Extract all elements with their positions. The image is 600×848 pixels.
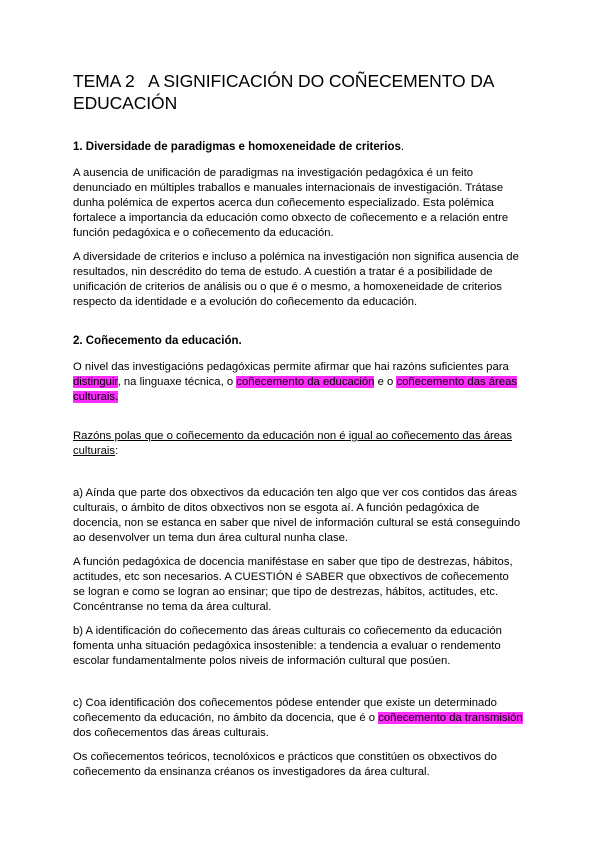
reasons-heading-text: Razóns polas que o coñecemento da educación non é igual ao coñecemento das áreas culturais	[73, 430, 513, 457]
reason-c-text-b: dos coñecementos das áreas culturais.	[73, 727, 269, 739]
intro-text-a: O nivel das investigacións pedagóxicas permite afirmar que hai razóns suficientes para	[73, 361, 509, 373]
section-1-heading	[73, 140, 523, 155]
reason-a-paragraph-2: A función pedagóxica de docencia maniféstase en saber que tipo de destrezas, hábitos, actitudes, etc son necesarios. A CUESTIÓN é SABER que obxectivos de coñecemento se logran e como se logran ao ensinar; que tipo de destrezas, hábitos, actitudes, etc. Concéntranse no tema da área cultural.	[73, 556, 513, 613]
section-1-heading-period: .	[400, 141, 405, 153]
intro-text-b: , na linguaxe técnica, o	[117, 376, 237, 388]
spacer	[73, 319, 523, 334]
reasons-heading-colon: :	[115, 445, 119, 457]
reason-c-text-a: c) Coa identificación dos coñecementos pódese entender que existe un determinado coñecemento da educación, no ámbito da docencia, que é o	[73, 697, 497, 724]
spacer	[73, 678, 523, 696]
highlight-conecemento-educacion: coñecemento da educación	[236, 376, 375, 388]
intro-text-c: e o	[374, 376, 397, 388]
section-1-paragraph-1: A ausencia de unificación de paradigmas na investigación pedagóxica é un feito denunciado en múltiples traballos e manuales internacionais de investigación. Trátase dunha polémica de expertos acerca dun coñecemento especializado. Esta polémica fortalece a importancia da educación como obxecto de coñecemento e a relación entre función pedagóxica e o coñecemento da educación.	[73, 167, 509, 239]
highlight-distinguir: distinguir	[73, 376, 118, 388]
document-page	[73, 70, 523, 789]
reasons-heading	[73, 429, 523, 459]
section-1-heading-text: 1. Diversidade de paradigmas e homoxeneidade de criterios	[73, 141, 401, 153]
spacer	[73, 468, 523, 486]
reason-c-paragraph-2: Os coñecementos teóricos, tecnolóxicos e prácticos que constitúen os obxectivos do coñecemento da ensinanza créanos os investigadores da área cultural.	[73, 751, 497, 778]
section-2-heading: 2. Coñecemento da educación.	[73, 335, 242, 347]
highlight-conecemento-transmision: coñecemento da transmisión	[378, 712, 523, 724]
section-1-paragraph-2: A diversidade de criterios e incluso a polémica na investigación non significa ausencia de resultados, nin descrédito do tema de estudo. A cuestión a tratar é a posibilidade de unificación de criterios de análisis ou o que é o mesmo, a homoxeneidade de criterios respecto da identidade e a evolución do coñecemento da educación.	[73, 251, 519, 308]
spacer	[73, 414, 523, 429]
highlight-conecemento-areas: coñecemento das áreas culturais.	[73, 376, 518, 403]
reason-c-paragraph-1	[73, 696, 523, 741]
section-2-intro	[73, 360, 523, 405]
document-title: TEMA 2 A SIGNIFICACIÓN DO COÑECEMENTO DA EDUCACIÓN	[73, 71, 499, 113]
reason-b-paragraph: b) A identificación do coñecemento das áreas culturais co coñecemento da educación fomenta unha situación pedagóxica insostenible: a tendencia a evaluar o rendemento escolar fundamentalmente polos niveis de información cultural que posúen.	[73, 625, 502, 667]
reason-a-paragraph-1: a) Aínda que parte dos obxectivos da educación ten algo que ver cos contidos das áreas culturais, o ámbito de ditos obxectivos non se esgota aí. A función pedagóxica de docencia, non se estanca en saber que nivel de información cultural se está conseguindo ao desenvolver un tema dun área cultural nunha clase.	[73, 487, 521, 544]
